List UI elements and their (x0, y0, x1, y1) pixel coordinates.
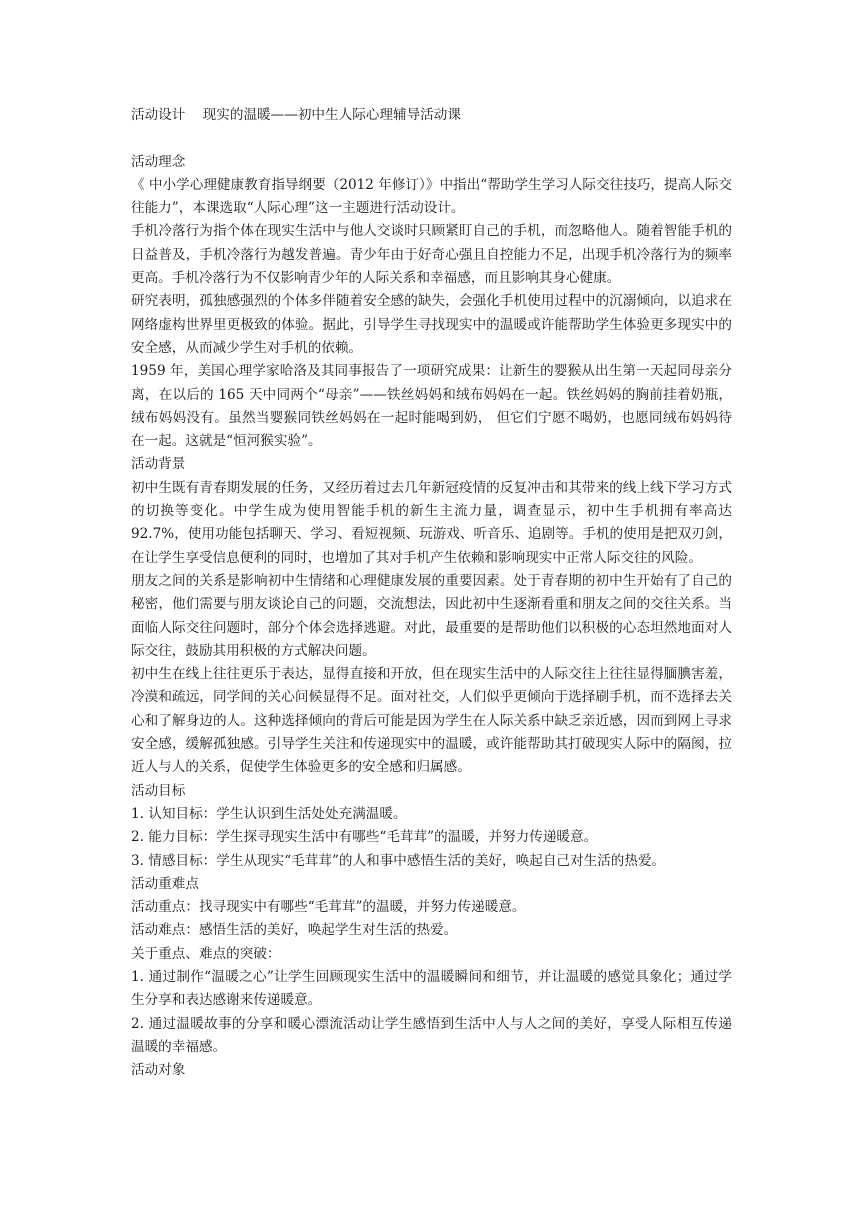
paragraph: 1959 年，美国心理学家哈洛及其同事报告了一项研究成果：让新生的婴猴从出生第一天起同母亲分离，在以后的 165 天中同两个“母亲”——铁丝妈妈和绒布妈妈在一起。铁丝妈妈的胸前挂着奶瓶，绒布妈妈没有。虽然当婴猴同铁丝妈妈在一起时能喝到奶， 但它们宁愿不喝奶，也愿同绒布妈妈待在一起。这就是“恒河猴实验”。 (131, 363, 732, 450)
section-heading: 活动背景 (131, 456, 186, 473)
list-item: 2. 能力目标：学生探寻现实生活中有哪些“毛茸茸”的温暖，并努力传递暖意。 (131, 829, 598, 846)
list-item: 1. 通过制作“温暖之心”让学生回顾现实生活中的温暖瞬间和细节，并让温暖的感觉具象化；通过学生分享和表达感谢来传递暖意。 (131, 968, 732, 1009)
section-heading: 活动理念 (131, 153, 186, 170)
paragraph: 活动难点：感悟生活的美好，唤起学生对生活的热爱。 (131, 922, 458, 939)
paragraph: 初中生既有青春期发展的任务，又经历着过去几年新冠疫情的反复冲击和其带来的线上线下学习方式的切换等变化。中学生成为使用智能手机的新生主流力量，调查显示，初中生手机拥有率高达 92.7%，使用功能包括聊天、学习、看短视频、玩游戏、听音乐、追剧等。手机的使用是把双刃剑，在让学生享受信息便利的同时，也增加了其对手机产生依赖和影响现实中正常人际交往的风险。 (131, 479, 732, 566)
section-activity-goals (131, 780, 732, 873)
section-activity-background (131, 453, 732, 779)
paragraph: 《 中小学心理健康教育指导纲要（2012 年修订）》中指出“帮助学生学习人际交往技巧，提高人际交往能力”，本课选取“人际心理”这一主题进行活动设计。 (131, 176, 732, 217)
section-heading: 活动重难点 (131, 875, 199, 892)
section-heading: 活动目标 (131, 782, 186, 799)
document-body (131, 104, 732, 1082)
section-heading: 活动对象 (131, 1062, 186, 1079)
paragraph: 朋友之间的关系是影响初中生情绪和心理健康发展的重要因素。处于青春期的初中生开始有了自己的秘密，他们需要与朋友谈论自己的问题，交流想法，因此初中生逐渐看重和朋友之间的交往关系。当面临人际交往问题时，部分个体会选择逃避。对此，最重要的是帮助他们以积极的心态坦然地面对人际交往，鼓励其用积极的方式解决问题。 (131, 572, 732, 659)
section-activity-target (131, 1059, 732, 1082)
paragraph: 活动重点：找寻现实中有哪些“毛茸茸”的温暖，并努力传递暖意。 (131, 899, 526, 916)
paragraph: 手机冷落行为指个体在现实生活中与他人交谈时只顾紧盯自己的手机，而忽略他人。随着智能手机的日益普及，手机冷落行为越发普遍。青少年由于好奇心强且自控能力不足，出现手机冷落行为的频率更高。手机冷落行为不仅影响青少年的人际关系和幸福感，而且影响其身心健康。 (131, 223, 732, 287)
paragraph: 研究表明，孤独感强烈的个体多伴随着安全感的缺失，会强化手机使用过程中的沉溺倾向，以追求在网络虚构世界里更极致的体验。据此，引导学生寻找现实中的温暖或许能帮助学生体验更多现实中的安全感，从而减少学生对手机的依赖。 (131, 293, 732, 356)
section-key-difficult-points (131, 873, 732, 1059)
paragraph: 初中生在线上往往更乐于表达，显得直接和开放，但在现实生活中的人际交往上往往显得腼腆害羞，冷漠和疏远，同学间的关心问候显得不足。面对社交，人们似乎更倾向于选择刷手机，而不选择去关心和了解身边的人。这种选择倾向的背后可能是因为学生在人际关系中缺乏亲近感，因而到网上寻求安全感，缓解孤独感。引导学生关注和传递现实中的温暖，或许能帮助其打破现实人际中的隔阂，拉近人与人的关系，促使学生体验更多的安全感和归属感。 (131, 666, 732, 776)
section-activity-concept (131, 151, 732, 454)
list-item: 2. 通过温暖故事的分享和暖心漂流活动让学生感悟到生活中人与人之间的美好，享受人际相互传递温暖的幸福感。 (131, 1015, 732, 1055)
document-title: 活动设计 现实的温暖——初中生人际心理辅导活动课 (131, 107, 461, 123)
list-item: 3. 情感目标：学生从现实“毛茸茸”的人和事中感悟生活的美好，唤起自己对生活的热爱。 (131, 852, 666, 869)
list-item: 1. 认知目标：学生认识到生活处处充满温暖。 (131, 805, 407, 822)
paragraph: 关于重点、难点的突破： (131, 945, 281, 962)
